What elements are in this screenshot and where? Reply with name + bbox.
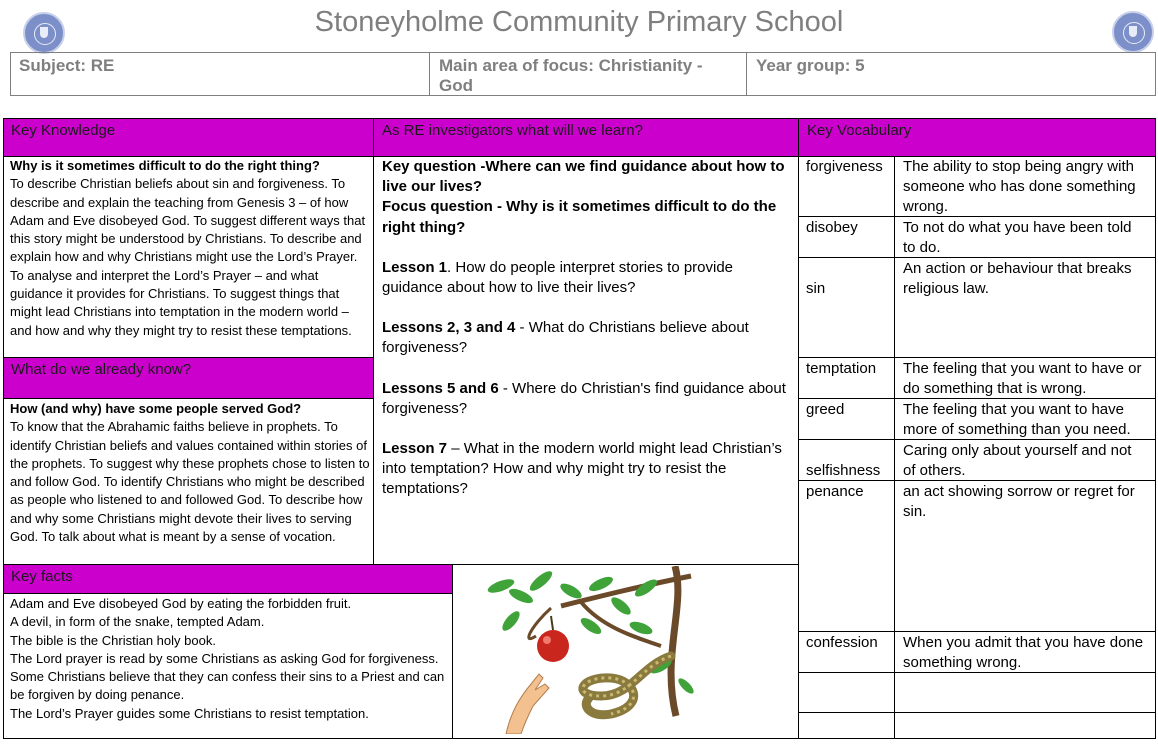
grid-line xyxy=(3,118,4,739)
key-knowledge-question: Why is it sometimes difficult to do the right thing? xyxy=(10,158,320,173)
grid-line xyxy=(3,564,798,565)
vocab-word: confession xyxy=(806,634,878,651)
learn-body xyxy=(382,157,792,500)
key-fact: The bible is the Christian holy book. xyxy=(10,632,216,648)
vocab-definition: an act showing sorrow or regret for sin. xyxy=(903,483,1135,520)
vocab-definition: To not do what you have been told to do. xyxy=(903,219,1132,256)
key-knowledge-body xyxy=(10,157,370,340)
vocab-word: forgiveness xyxy=(806,158,883,175)
vocab-definition: Caring only about yourself and not of others. xyxy=(903,442,1132,479)
vocab-word: penance xyxy=(806,483,864,500)
key-fact: Some Christians believe that they can confess their sins to a Priest and can be forgiven by doing penance. xyxy=(10,669,445,703)
key-knowledge-text: To describe Christian beliefs about sin and forgiveness. To describe and explain the teaching from Genesis 3 – of how Adam and Eve disobeyed God. To suggest different ways that this story might be understood by Christians. To describe and explain how and why Christians might use the Lord’s Prayer. To analyse and interpret the Lord’s Prayer – and what guidance it provides for Christians. To suggest things that might lead Christians into temptation in the modern world – and how and why they might try to resist these temptations. xyxy=(10,176,366,338)
focus-label: Main area of focus: Christianity - God xyxy=(430,52,747,96)
lesson-item: Lessons 2, 3 and 4 - What do Christians believe about forgiveness? xyxy=(382,319,749,357)
grid-line xyxy=(373,118,374,565)
key-fact: The Lord’s Prayer guides some Christians to resist temptation. xyxy=(10,705,369,721)
grid-line xyxy=(798,357,1155,358)
vocab-definition: When you admit that you have done something wrong. xyxy=(903,634,1144,671)
school-crest-icon xyxy=(1112,11,1154,53)
vocab-definition: The feeling that you want to have more of something than you need. xyxy=(903,401,1131,438)
already-know-text: To know that the Abrahamic faiths believe in prophets. To identify Christian beliefs and values contained within stories of the prophets. To suggest why these prophets chose to listen to and follow God. To identify Christians who might be described as people who listened to and followed God. To describe how and why some Christians might devote their lives to serving God. To talk about what is meant by a sense of vocation. xyxy=(10,419,370,545)
focus-question: Focus question - Why is it sometimes difficult to do the right thing? xyxy=(382,198,777,236)
grid-line xyxy=(894,156,895,739)
vocab-word: disobey xyxy=(806,219,858,236)
apple-snake-illustration xyxy=(461,566,695,734)
grid-line xyxy=(452,564,453,739)
grid-line xyxy=(798,118,799,739)
vocab-definition: The feeling that you want to have or do something that is wrong. xyxy=(903,360,1142,397)
grid-line xyxy=(1155,118,1156,739)
subject-label: Subject: RE xyxy=(10,52,430,96)
grid-line xyxy=(3,593,452,594)
year-group-label: Year group: 5 xyxy=(756,56,865,75)
key-facts-heading: Key facts xyxy=(3,565,452,593)
lesson-item: Lessons 5 and 6 - Where do Christian's find guidance about forgiveness? xyxy=(382,379,786,417)
lesson-item: Lesson 7 – What in the modern world might lead Christian’s into temptation? How and why might try to resist the temptations? xyxy=(382,440,782,498)
grid-line xyxy=(3,357,373,358)
lesson-item: Lesson 1. How do people interpret stories to provide guidance about how to live their lives? xyxy=(382,258,734,297)
key-fact: Adam and Eve disobeyed God by eating the forbidden fruit. xyxy=(10,596,352,611)
vocab-definition: The ability to stop being angry with someone who has done something wrong. xyxy=(903,158,1136,215)
grid-line xyxy=(3,398,373,399)
key-fact: The Lord prayer is read by some Christians as asking God for forgiveness. xyxy=(10,650,439,666)
vocab-word: selfishness xyxy=(806,462,881,479)
page-title: Stoneyholme Community Primary School xyxy=(314,6,844,38)
vocab-word: greed xyxy=(806,401,845,418)
vocabulary-heading: Key Vocabulary xyxy=(799,119,1155,156)
grid-line xyxy=(798,712,1155,713)
key-fact: A devil, in form of the snake, tempted Adam. xyxy=(10,614,265,630)
vocab-word: sin xyxy=(806,280,826,297)
already-know-heading: What do we already know? xyxy=(3,358,373,398)
learn-heading: As RE investigators what will we learn? xyxy=(374,119,798,156)
key-facts-body xyxy=(10,595,450,723)
vocab-definition: An action or behaviour that breaks religious law. xyxy=(903,260,1132,297)
vocab-word: temptation xyxy=(806,360,877,377)
already-know-question: How (and why) have some people served God? xyxy=(10,401,302,416)
grid-line xyxy=(3,738,1156,739)
key-knowledge-heading: Key Knowledge xyxy=(3,119,373,156)
illustration-svg xyxy=(461,566,695,734)
key-question: Key question -Where can we find guidance about how to live our lives? xyxy=(382,158,785,196)
already-know-body xyxy=(10,400,370,546)
grid-line xyxy=(3,118,1156,119)
grid-line xyxy=(798,631,1155,632)
